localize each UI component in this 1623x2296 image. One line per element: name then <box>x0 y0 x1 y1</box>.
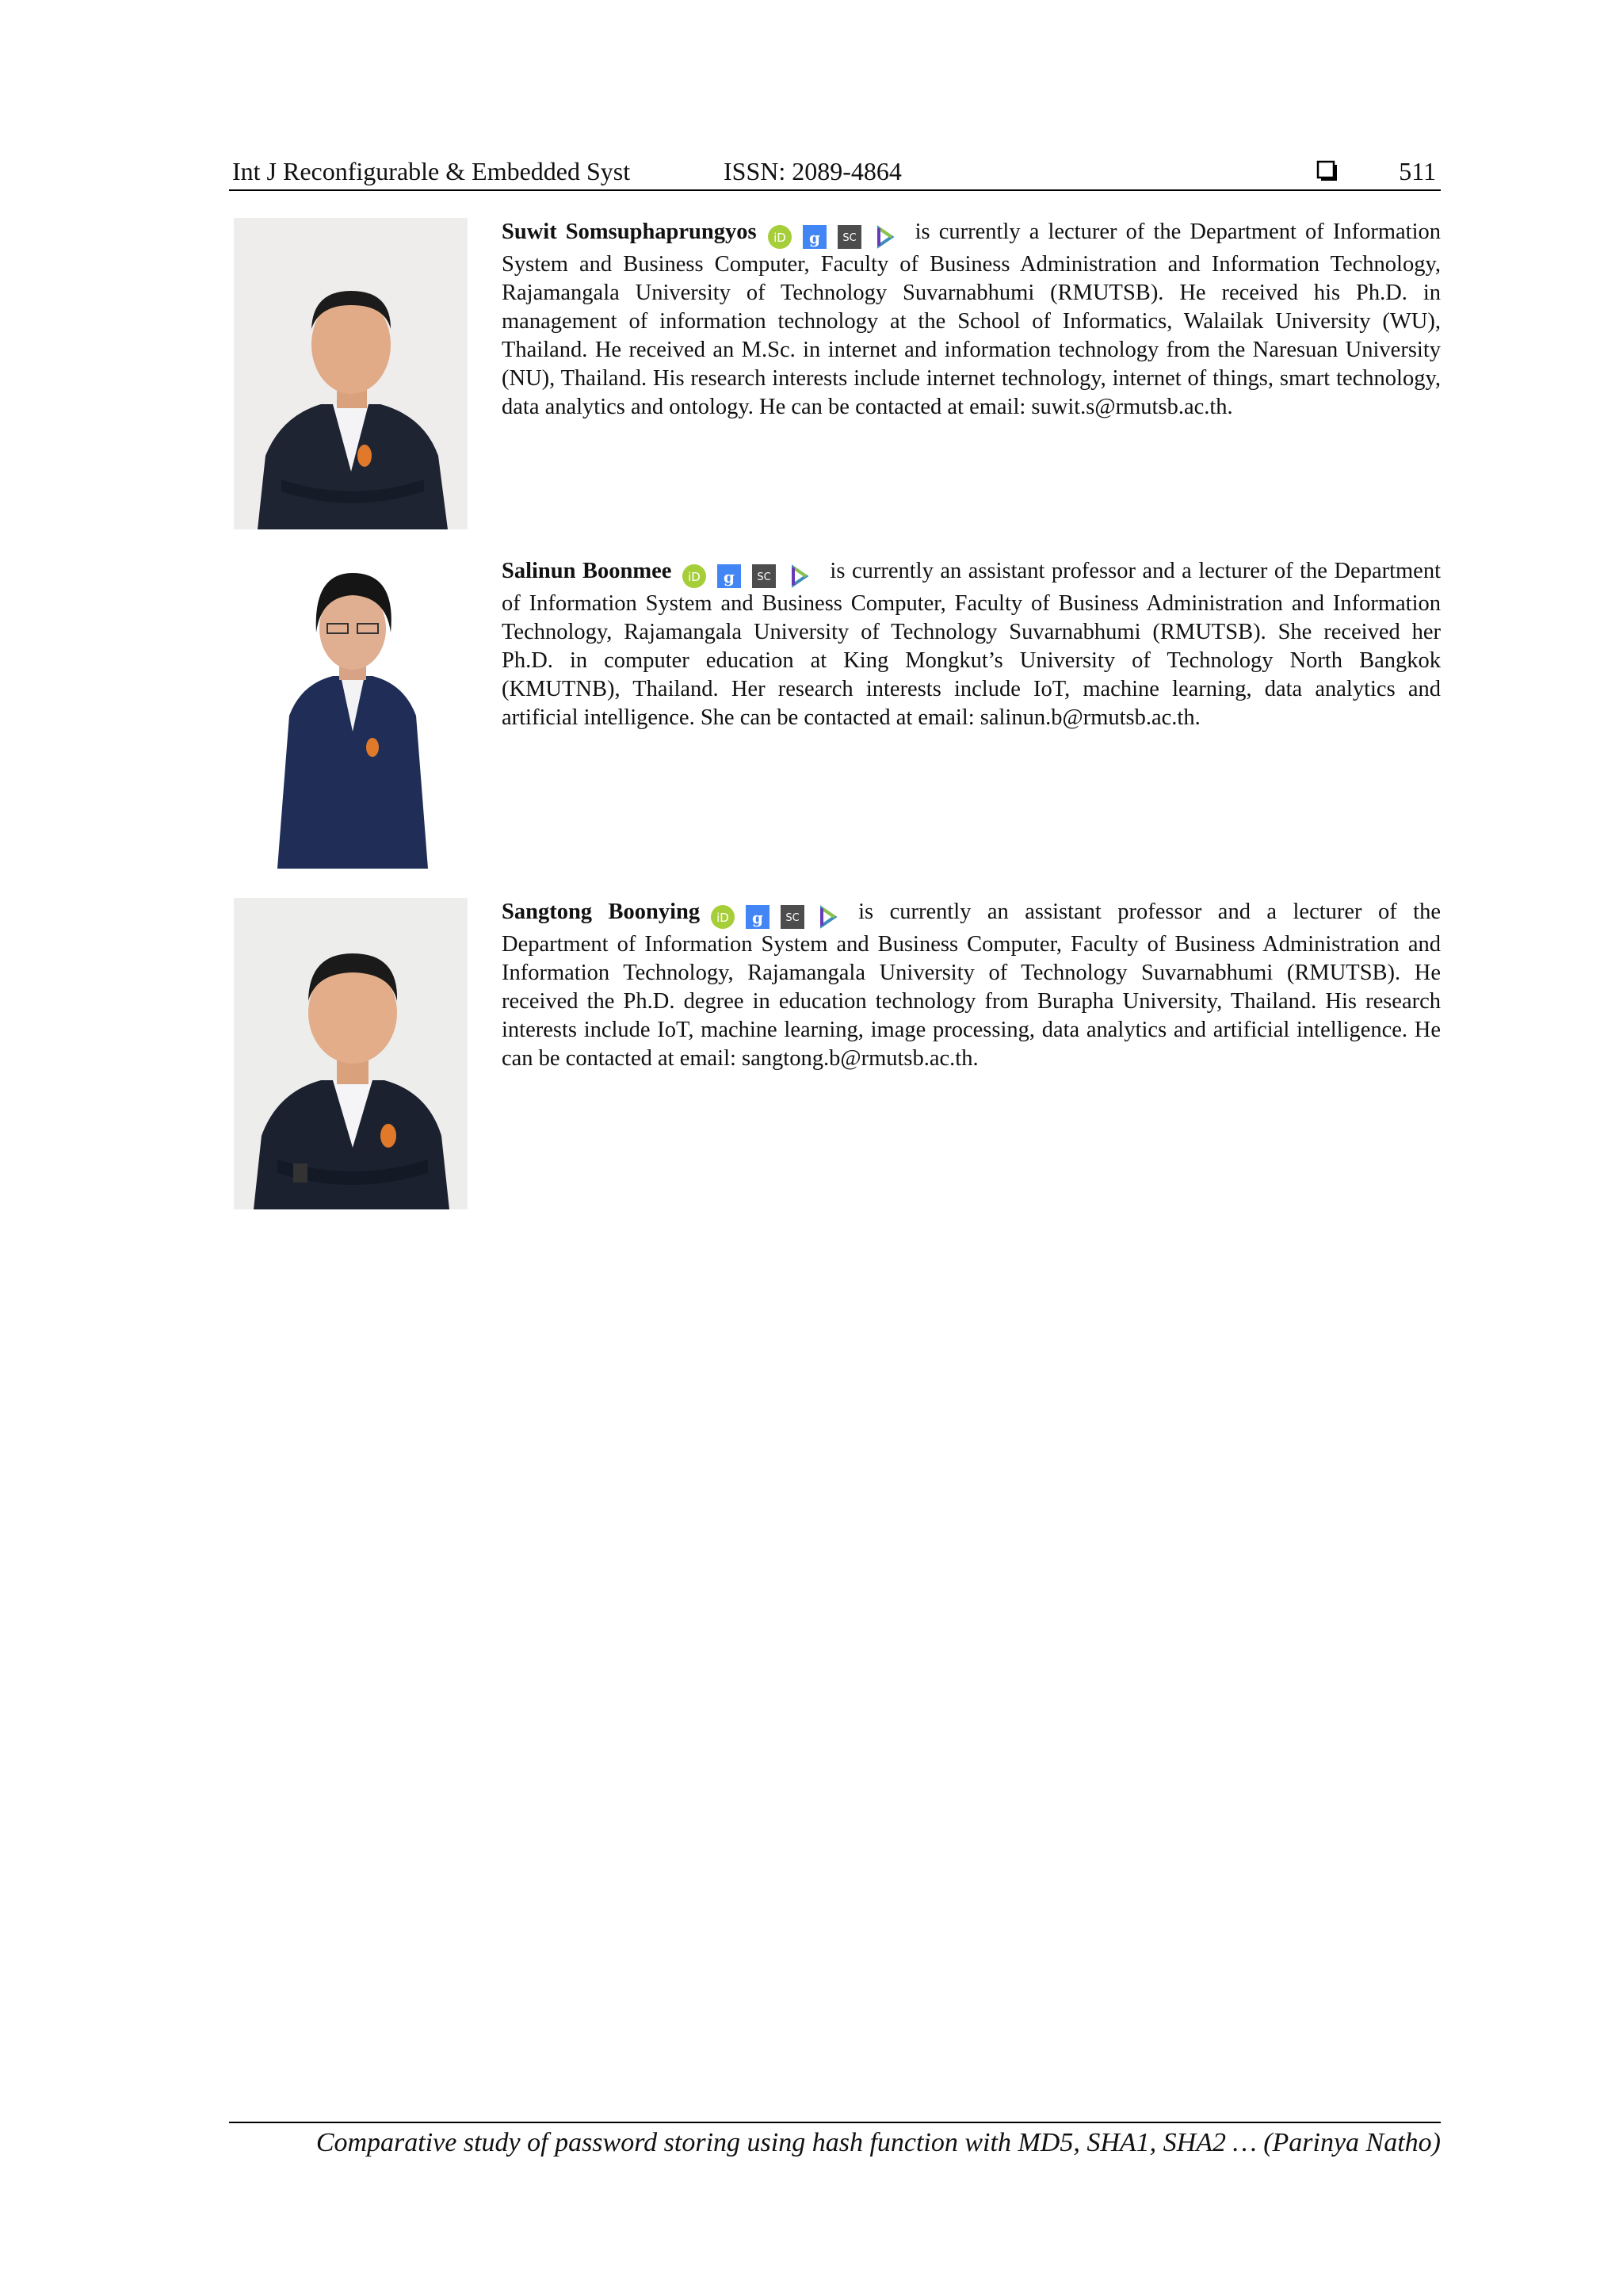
svg-text:g: g <box>752 908 764 928</box>
svg-text:iD: iD <box>716 911 729 926</box>
google-scholar-icon[interactable] <box>717 564 741 588</box>
profile-icons <box>711 902 850 930</box>
issn: ISSN: 2089-4864 <box>724 157 902 185</box>
running-footer: Comparative study of password storing using hash function with MD5, SHA1, SHA2 … (Parinya Natho) <box>315 2128 1441 2157</box>
svg-text:iD: iD <box>773 231 786 246</box>
page-number: 511 <box>1399 157 1436 185</box>
author-bio <box>234 218 1446 531</box>
author-name: Suwit Somsuphaprungyos <box>502 220 757 244</box>
publons-icon[interactable] <box>873 225 896 249</box>
google-scholar-icon[interactable] <box>803 225 827 249</box>
profile-icons <box>768 222 907 250</box>
publons-icon[interactable] <box>815 905 839 929</box>
svg-text:g: g <box>808 228 820 248</box>
author-name: Sangtong Boonying <box>502 900 701 924</box>
svg-text:SC: SC <box>842 232 857 245</box>
orcid-icon[interactable] <box>711 905 735 929</box>
orcid-icon[interactable] <box>682 564 706 588</box>
profile-icons <box>682 561 822 590</box>
footer-divider <box>229 2122 1441 2123</box>
author-photo <box>234 218 468 529</box>
google-scholar-icon[interactable] <box>746 905 769 929</box>
svg-text:g: g <box>724 567 735 587</box>
scopus-icon[interactable] <box>838 225 861 249</box>
journal-name: Int J Reconfigurable & Embedded Syst <box>232 157 631 185</box>
bio-text <box>502 557 1441 732</box>
author-photo <box>234 898 468 1209</box>
author-bio <box>234 557 1446 870</box>
bio-text <box>502 218 1441 422</box>
running-header <box>232 155 1441 190</box>
author-photo <box>234 557 468 869</box>
square-icon <box>1316 160 1338 182</box>
bio-body: is currently a lecturer of the Department of Information System and Business Computer, Faculty of Business Administration and Information Technology, Rajamangala University of Technology Suvarnabhumi (RMUTSB). He received his Ph.D. in management of information technology at the School of Informatics, Walailak University (WU), Thailand. He received an M.Sc. in internet and information technology from the Naresuan University (NU), Thailand. His research interests include internet technology, internet of things, smart technology, data analytics and ontology. He can be contacted at email: suwit.s@rmutsb.ac.th. <box>502 220 1442 419</box>
svg-text:SC: SC <box>757 571 772 584</box>
scopus-icon[interactable] <box>752 564 776 588</box>
publons-icon[interactable] <box>787 564 811 588</box>
scopus-icon[interactable] <box>781 905 804 929</box>
svg-text:iD: iD <box>688 570 701 585</box>
bio-text <box>502 898 1441 1073</box>
header-divider <box>229 189 1441 191</box>
bio-body: is currently an assistant professor and a lecturer of the Department of Information System and Business Computer, Faculty of Business Administration and Information Technology, Rajamangala University of Technology Suvarnabhumi (RMUTSB). He received the Ph.D. degree in education technology from Burapha University, Thailand. His research interests include IoT, machine learning, image processing, data analytics and artificial intelligence. He can be contacted at email: sangtong.b@rmutsb.ac.th. <box>502 900 1441 1071</box>
author-name: Salinun Boonmee <box>502 559 672 583</box>
author-bio <box>234 898 1446 1211</box>
bio-body: is currently an assistant professor and a lecturer of the Department of Information System and Business Computer, Faculty of Business Administration and Information Technology, Rajamangala University of Technology Suvarnabhumi (RMUTSB). She received her Ph.D. in computer education at King Mongkut’s University of Technology North Bangkok (KMUTNB), Thailand. Her research interests include IoT, machine learning, data analytics and artificial intelligence. She can be contacted at email: salinun.b@rmutsb.ac.th. <box>502 559 1441 730</box>
orcid-icon[interactable] <box>768 225 792 249</box>
svg-text:SC: SC <box>785 912 800 925</box>
